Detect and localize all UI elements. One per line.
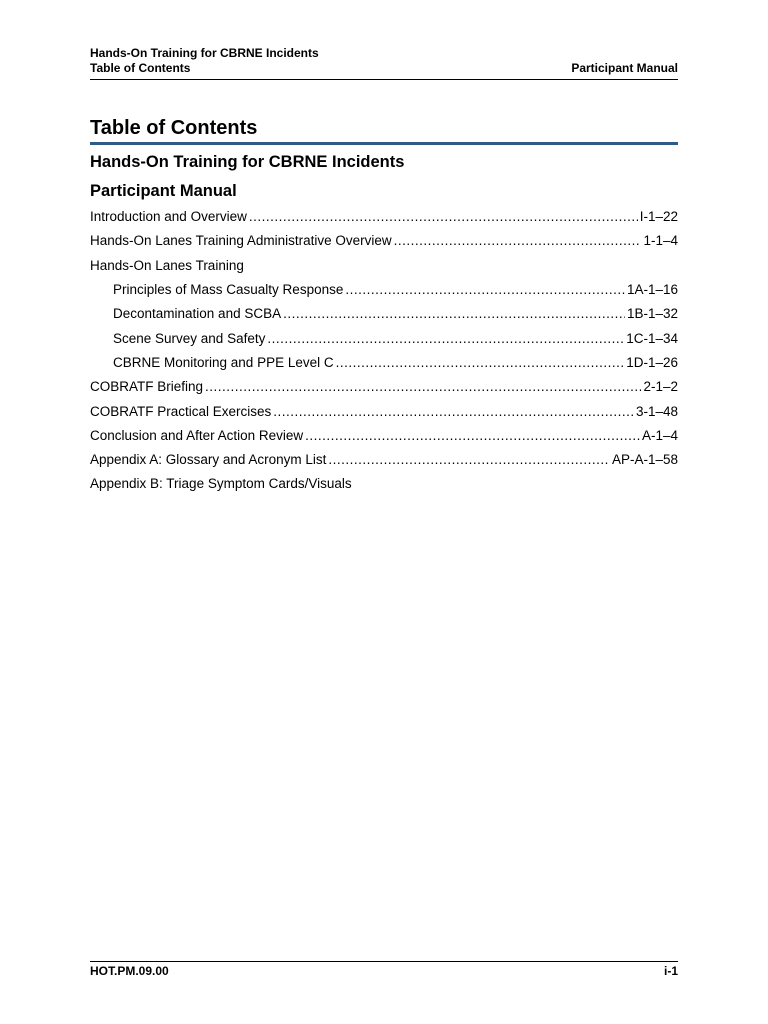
running-header bbox=[90, 45, 678, 80]
toc-entry-scene-survey[interactable] bbox=[113, 328, 678, 350]
toc-entry-page: A-1–4 bbox=[641, 428, 678, 443]
toc-entry-introduction[interactable] bbox=[90, 206, 678, 228]
footer-doc-id: HOT.PM.09.00 bbox=[90, 964, 169, 978]
toc-entry-admin-overview[interactable] bbox=[90, 230, 678, 252]
toc-entry-label: COBRATF Briefing bbox=[90, 379, 204, 394]
toc-dot-leader bbox=[273, 401, 634, 423]
toc-entry-page: 1D-1–26 bbox=[626, 355, 678, 370]
footer-page-number: i-1 bbox=[663, 964, 678, 978]
toc-entry-lanes-training[interactable] bbox=[90, 255, 678, 277]
toc-entry-page: 3-1–48 bbox=[635, 404, 678, 419]
toc-entry-appendix-a[interactable] bbox=[90, 449, 678, 471]
toc-entry-decontamination[interactable] bbox=[113, 303, 678, 325]
toc-entry-mass-casualty[interactable] bbox=[113, 279, 678, 301]
toc-entry-label: Hands-On Lanes Training Administrative Overview bbox=[90, 233, 392, 248]
toc-entry-appendix-b[interactable] bbox=[90, 473, 678, 495]
toc-entry-label: CBRNE Monitoring and PPE Level C bbox=[113, 355, 334, 370]
document-page bbox=[90, 0, 678, 1024]
running-footer bbox=[90, 961, 678, 982]
toc-entry-cobratf-exercises[interactable] bbox=[90, 401, 678, 423]
toc-entry-conclusion[interactable] bbox=[90, 425, 678, 447]
toc-entry-label: Appendix A: Glossary and Acronym List bbox=[90, 452, 327, 467]
toc-dot-leader bbox=[336, 352, 625, 374]
toc-dot-leader bbox=[205, 376, 641, 398]
toc-entry-page: 1C-1–34 bbox=[626, 331, 678, 346]
toc-dot-leader bbox=[283, 303, 625, 325]
toc-entry-cbrne-monitoring[interactable] bbox=[113, 352, 678, 374]
toc-dot-leader bbox=[345, 279, 625, 301]
toc-dot-leader bbox=[249, 206, 638, 228]
toc-entry-page: 2-1–2 bbox=[643, 379, 678, 394]
header-course-title: Hands-On Training for CBRNE Incidents bbox=[90, 46, 319, 60]
toc-entry-label: Introduction and Overview bbox=[90, 209, 247, 224]
toc-entry-page: 1B-1–32 bbox=[626, 306, 678, 321]
toc-entry-label: Conclusion and After Action Review bbox=[90, 428, 304, 443]
course-subtitle: Hands-On Training for CBRNE Incidents bbox=[90, 153, 405, 171]
manual-subtitle: Participant Manual bbox=[90, 182, 237, 200]
toc-dot-leader bbox=[328, 449, 610, 471]
toc-entry-label: Scene Survey and Safety bbox=[113, 331, 266, 346]
toc-entry-cobratf-briefing[interactable] bbox=[90, 376, 678, 398]
header-section-title: Table of Contents bbox=[90, 61, 191, 75]
toc-dot-leader bbox=[305, 425, 640, 447]
toc-entry-label: Appendix B: Triage Symptom Cards/Visuals bbox=[90, 476, 352, 491]
toc-entry-page: 1-1–4 bbox=[643, 233, 678, 248]
toc-entry-page: AP-A-1–58 bbox=[611, 452, 678, 467]
toc-dot-leader bbox=[267, 328, 624, 350]
toc-entry-page: I-1–22 bbox=[639, 209, 678, 224]
toc-entry-label: Principles of Mass Casualty Response bbox=[113, 282, 344, 297]
toc-entry-label: COBRATF Practical Exercises bbox=[90, 404, 272, 419]
toc-entry-label: Decontamination and SCBA bbox=[113, 306, 282, 321]
toc-entry-page: 1A-1–16 bbox=[626, 282, 678, 297]
toc-entry-label: Hands-On Lanes Training bbox=[90, 258, 244, 273]
title-divider bbox=[90, 142, 678, 145]
page-title: Table of Contents bbox=[90, 117, 258, 139]
toc-dot-leader bbox=[394, 230, 642, 252]
header-manual-name: Participant Manual bbox=[571, 61, 678, 75]
